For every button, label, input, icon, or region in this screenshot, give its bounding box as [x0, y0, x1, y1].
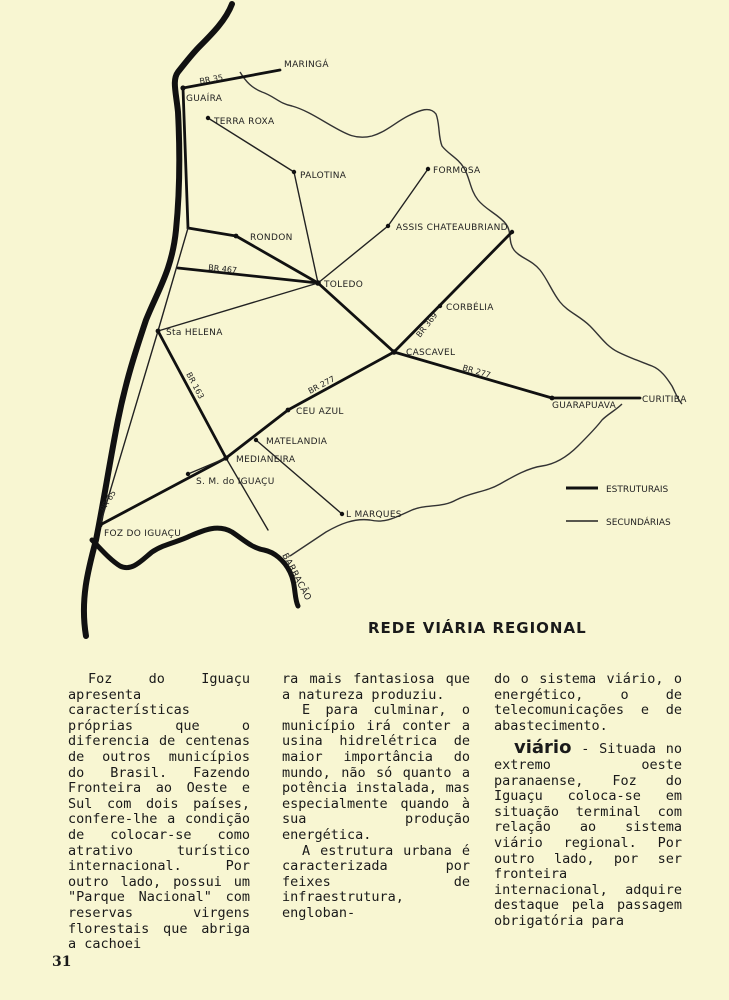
label-guaira: GUAÍRA: [186, 94, 223, 104]
road-label-br35: BR 35: [198, 72, 224, 86]
label-guarapuava: GUARAPUAVA: [552, 401, 617, 411]
label-rondon: RONDON: [250, 233, 293, 243]
label-marques: L MARQUES: [346, 510, 402, 520]
label-foz: FOZ DO IGUAÇU: [104, 529, 182, 539]
road-label-br467: BR 467: [207, 263, 238, 276]
road-label-pr65: PR 65: [98, 488, 118, 514]
label-sao-miguel: S. M. do IGUAÇU: [196, 477, 275, 487]
article-paragraph: ra mais fantasiosa que a natureza produziu.: [282, 671, 470, 703]
article-column-2: [282, 672, 470, 922]
label-toledo: TOLEDO: [324, 280, 364, 290]
iguacu-river: [92, 528, 298, 606]
iguacu-upper-river: [290, 404, 622, 556]
legend-secondary: SECUNDÁRIAS: [606, 518, 671, 528]
label-curitiba: CURITIBA: [642, 395, 687, 405]
article-column-1: [68, 672, 250, 953]
section-heading: viário: [514, 737, 572, 759]
map-legend: [566, 485, 671, 528]
label-formosa: FORMOSA: [433, 166, 481, 176]
label-corbelia: CORBÉLIA: [446, 303, 494, 313]
label-maringa: MARINGÁ: [284, 60, 329, 70]
map-title: REDE VIÁRIA REGIONAL: [368, 619, 587, 637]
road-label-br369: BR 369: [414, 310, 440, 340]
label-santa-helena: Sta HELENA: [166, 328, 223, 338]
article-paragraph: A estrutura urbana é caracterizada por feixes de infraestrutura, engloban-: [282, 842, 470, 921]
label-barracao: BARRACÃO: [279, 551, 313, 603]
label-medianeira: MEDIANEIRA: [236, 455, 296, 465]
secondary-roads: [100, 118, 428, 530]
article-column-3: [494, 672, 682, 930]
label-assis: ASSIS CHATEAUBRIAND: [396, 223, 508, 233]
label-ceu-azul: CEU AZUL: [296, 407, 344, 417]
section-text: - Situada no extremo oeste paranaense, Foz do Iguaçu coloca-se em situação terminal com relação ao sistema viário regional. Por outro lado, por ser fronteira internacional, adquire destaque pela passagem obrigatória para: [494, 741, 682, 929]
article-paragraph: Foz do Iguaçu apresenta características próprias que o diferencia de centenas de outros municípios do Brasil. Fazendo Fronteira ao Oeste e Sul com dois países, confere-lhe a condição de colocar-se como atrativo turístico internacional. Por outro lado, possui um "Parque Nacional" com reservas virgens florestais que abriga a cachoei: [68, 671, 250, 953]
road-label-br163: BR 163: [184, 370, 206, 401]
article-paragraph: do o sistema viário, o energético, o de telecomunicações e de abastecimento.: [494, 671, 682, 734]
article-paragraph: [494, 737, 682, 929]
piquiri-river: [240, 72, 682, 404]
road-label-br277-east: BR 277: [461, 363, 492, 380]
label-cascavel: CASCAVEL: [406, 348, 456, 358]
label-terra-roxa: TERRA ROXA: [214, 117, 275, 127]
label-matelandia: MATELANDIA: [266, 437, 328, 447]
legend-structural: ESTRUTURAIS: [606, 485, 669, 495]
road-label-br277-west: BR 277: [306, 374, 337, 396]
page-number: 31: [52, 954, 72, 970]
label-palotina: PALOTINA: [300, 171, 347, 181]
article-paragraph: E para culminar, o município irá conter a usina hidrelétrica de maior importância do mundo, não só quanto a potência instalada, mas especialmente quando à sua produção energética.: [282, 702, 470, 843]
